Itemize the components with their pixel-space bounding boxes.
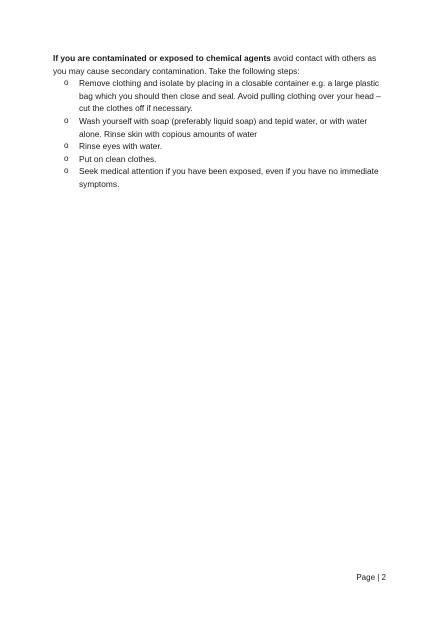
step-text: Remove clothing and isolate by placing in a closable container e.g. a large plastic bag which you should then close and seal. Avoid pulling clothing over your head – cut the clothes off if necessary. [79, 78, 381, 114]
step-text: Rinse eyes with water. [79, 141, 163, 152]
bullet-marker: o [64, 78, 69, 88]
document-body [53, 52, 387, 191]
bullet-marker: o [64, 153, 69, 163]
step-text: Wash yourself with soap (preferably liquid soap) and tepid water, or with water alone. Rinse skin with copious amounts of water [79, 115, 368, 139]
page-number: Page | 2 [356, 573, 386, 582]
intro-paragraph [53, 52, 387, 77]
step-text: Put on clean clothes. [79, 153, 157, 164]
steps-list [53, 77, 387, 190]
intro-text: avoid contact with others as you may cause secondary contamination. Take the following steps: [53, 53, 377, 76]
list-item [53, 140, 387, 153]
step-text: Seek medical attention if you have been exposed, even if you have no immediate symptoms. [79, 166, 379, 189]
bullet-marker: o [64, 115, 69, 125]
list-item [53, 115, 387, 140]
list-item [53, 165, 387, 190]
intro-bold-text: If you are contaminated or exposed to chemical agents [53, 53, 271, 63]
bullet-marker: o [64, 141, 69, 151]
list-item [53, 77, 387, 115]
bullet-marker: o [64, 166, 69, 176]
list-item [53, 153, 387, 166]
